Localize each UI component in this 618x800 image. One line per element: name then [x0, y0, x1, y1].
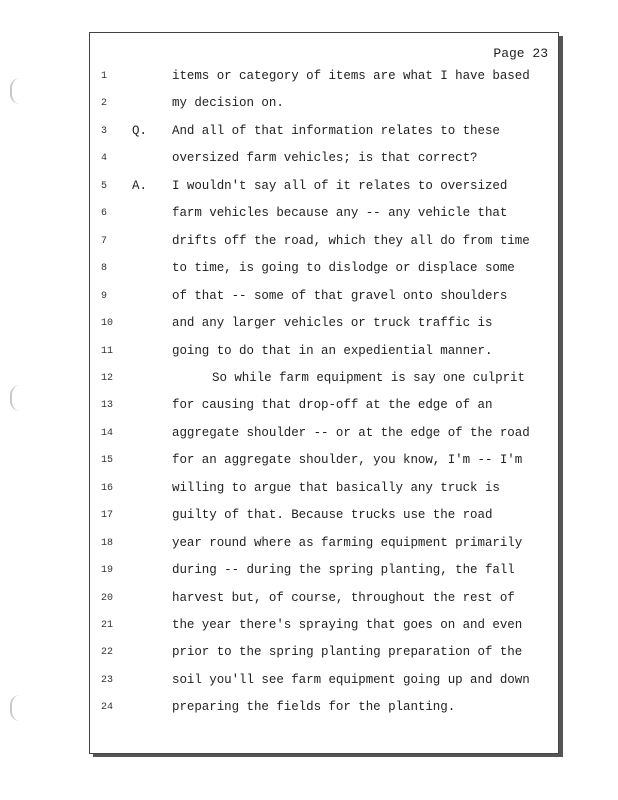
line-number: 9 [101, 290, 108, 302]
transcript-line [90, 453, 558, 481]
speaker-label: Q. [132, 123, 148, 138]
line-text: farm vehicles because any -- any vehicle that [172, 206, 508, 221]
transcript-line [90, 673, 558, 701]
line-number: 11 [101, 345, 114, 357]
line-number: 12 [101, 372, 114, 384]
transcript-line [90, 261, 558, 289]
line-number: 2 [101, 98, 108, 110]
line-text: year round where as farming equipment primarily [172, 535, 523, 550]
line-number: 1 [101, 71, 108, 82]
line-number: 22 [101, 647, 114, 659]
transcript-line [90, 481, 558, 509]
transcript-line [90, 289, 558, 317]
line-text: harvest but, of course, throughout the rest of [172, 590, 515, 605]
line-text: for an aggregate shoulder, you know, I'm -- I'm [172, 453, 523, 468]
line-number: 24 [101, 702, 114, 714]
line-text: And all of that information relates to these [172, 123, 500, 138]
line-text: aggregate shoulder -- or at the edge of the road [172, 425, 530, 440]
line-text: drifts off the road, which they all do from time [172, 233, 530, 248]
line-number: 21 [101, 620, 114, 631]
line-text: going to do that in an expediential manner. [172, 343, 493, 358]
transcript-line [90, 206, 558, 234]
transcript-line [90, 316, 558, 344]
line-text: my decision on. [172, 96, 284, 111]
transcript-line [90, 179, 558, 207]
transcript-line [90, 398, 558, 426]
line-text: for causing that drop-off at the edge of an [172, 398, 493, 413]
line-number: 14 [101, 427, 114, 439]
line-text: items or category of items are what I have based [172, 69, 530, 83]
line-text: of that -- some of that gravel onto shoulders [172, 288, 508, 303]
line-text: prior to the spring planting preparation of the [172, 645, 523, 660]
transcript-line [90, 69, 558, 97]
line-text: So while farm equipment is say one culprit [212, 370, 525, 385]
line-text: and any larger vehicles or truck traffic is [172, 316, 493, 331]
line-number: 6 [101, 208, 108, 220]
transcript-line [90, 618, 558, 646]
speaker-label: A. [132, 178, 148, 193]
line-number: 15 [101, 455, 114, 467]
transcript-line [90, 563, 558, 591]
line-number: 20 [101, 592, 114, 604]
transcript-line [90, 151, 558, 179]
line-number: 8 [101, 263, 108, 275]
transcript-page [89, 32, 559, 754]
transcript-line [90, 371, 558, 399]
line-number: 4 [101, 153, 108, 165]
line-text: I wouldn't say all of it relates to oversized [172, 178, 508, 193]
transcript-line [90, 344, 558, 372]
transcript-line [90, 234, 558, 262]
binder-hole-bottom [10, 695, 20, 721]
line-number: 18 [101, 537, 114, 549]
line-number: 19 [101, 565, 114, 577]
line-number: 3 [101, 125, 108, 137]
line-number: 7 [101, 235, 108, 247]
line-text: to time, is going to dislodge or displace some [172, 261, 515, 276]
transcript-line [90, 124, 558, 152]
transcript-line [90, 96, 558, 124]
line-number: 10 [101, 318, 114, 330]
page-shadow-bottom [93, 754, 563, 757]
binder-hole-top [10, 78, 20, 104]
transcript-line [90, 426, 558, 454]
line-text: guilty of that. Because trucks use the road [172, 508, 493, 523]
line-text: the year there's spraying that goes on and even [172, 618, 523, 632]
page-shadow-right [559, 36, 563, 757]
line-number: 13 [101, 400, 114, 412]
transcript-line [90, 508, 558, 536]
line-text: preparing the fields for the planting. [172, 700, 456, 715]
line-text: during -- during the spring planting, the fall [172, 563, 515, 578]
transcript-line [90, 645, 558, 673]
transcript-line [90, 591, 558, 619]
line-number: 23 [101, 674, 114, 686]
transcript-line [90, 536, 558, 564]
page-number: Page 23 [493, 46, 548, 61]
transcript-line [90, 700, 558, 728]
line-text: soil you'll see farm equipment going up and down [172, 672, 530, 687]
line-number: 5 [101, 180, 108, 192]
binder-hole-middle [10, 385, 20, 411]
line-number: 17 [101, 510, 114, 522]
line-text: willing to argue that basically any truck is [172, 480, 500, 495]
line-number: 16 [101, 482, 114, 494]
line-text: oversized farm vehicles; is that correct? [172, 151, 478, 166]
